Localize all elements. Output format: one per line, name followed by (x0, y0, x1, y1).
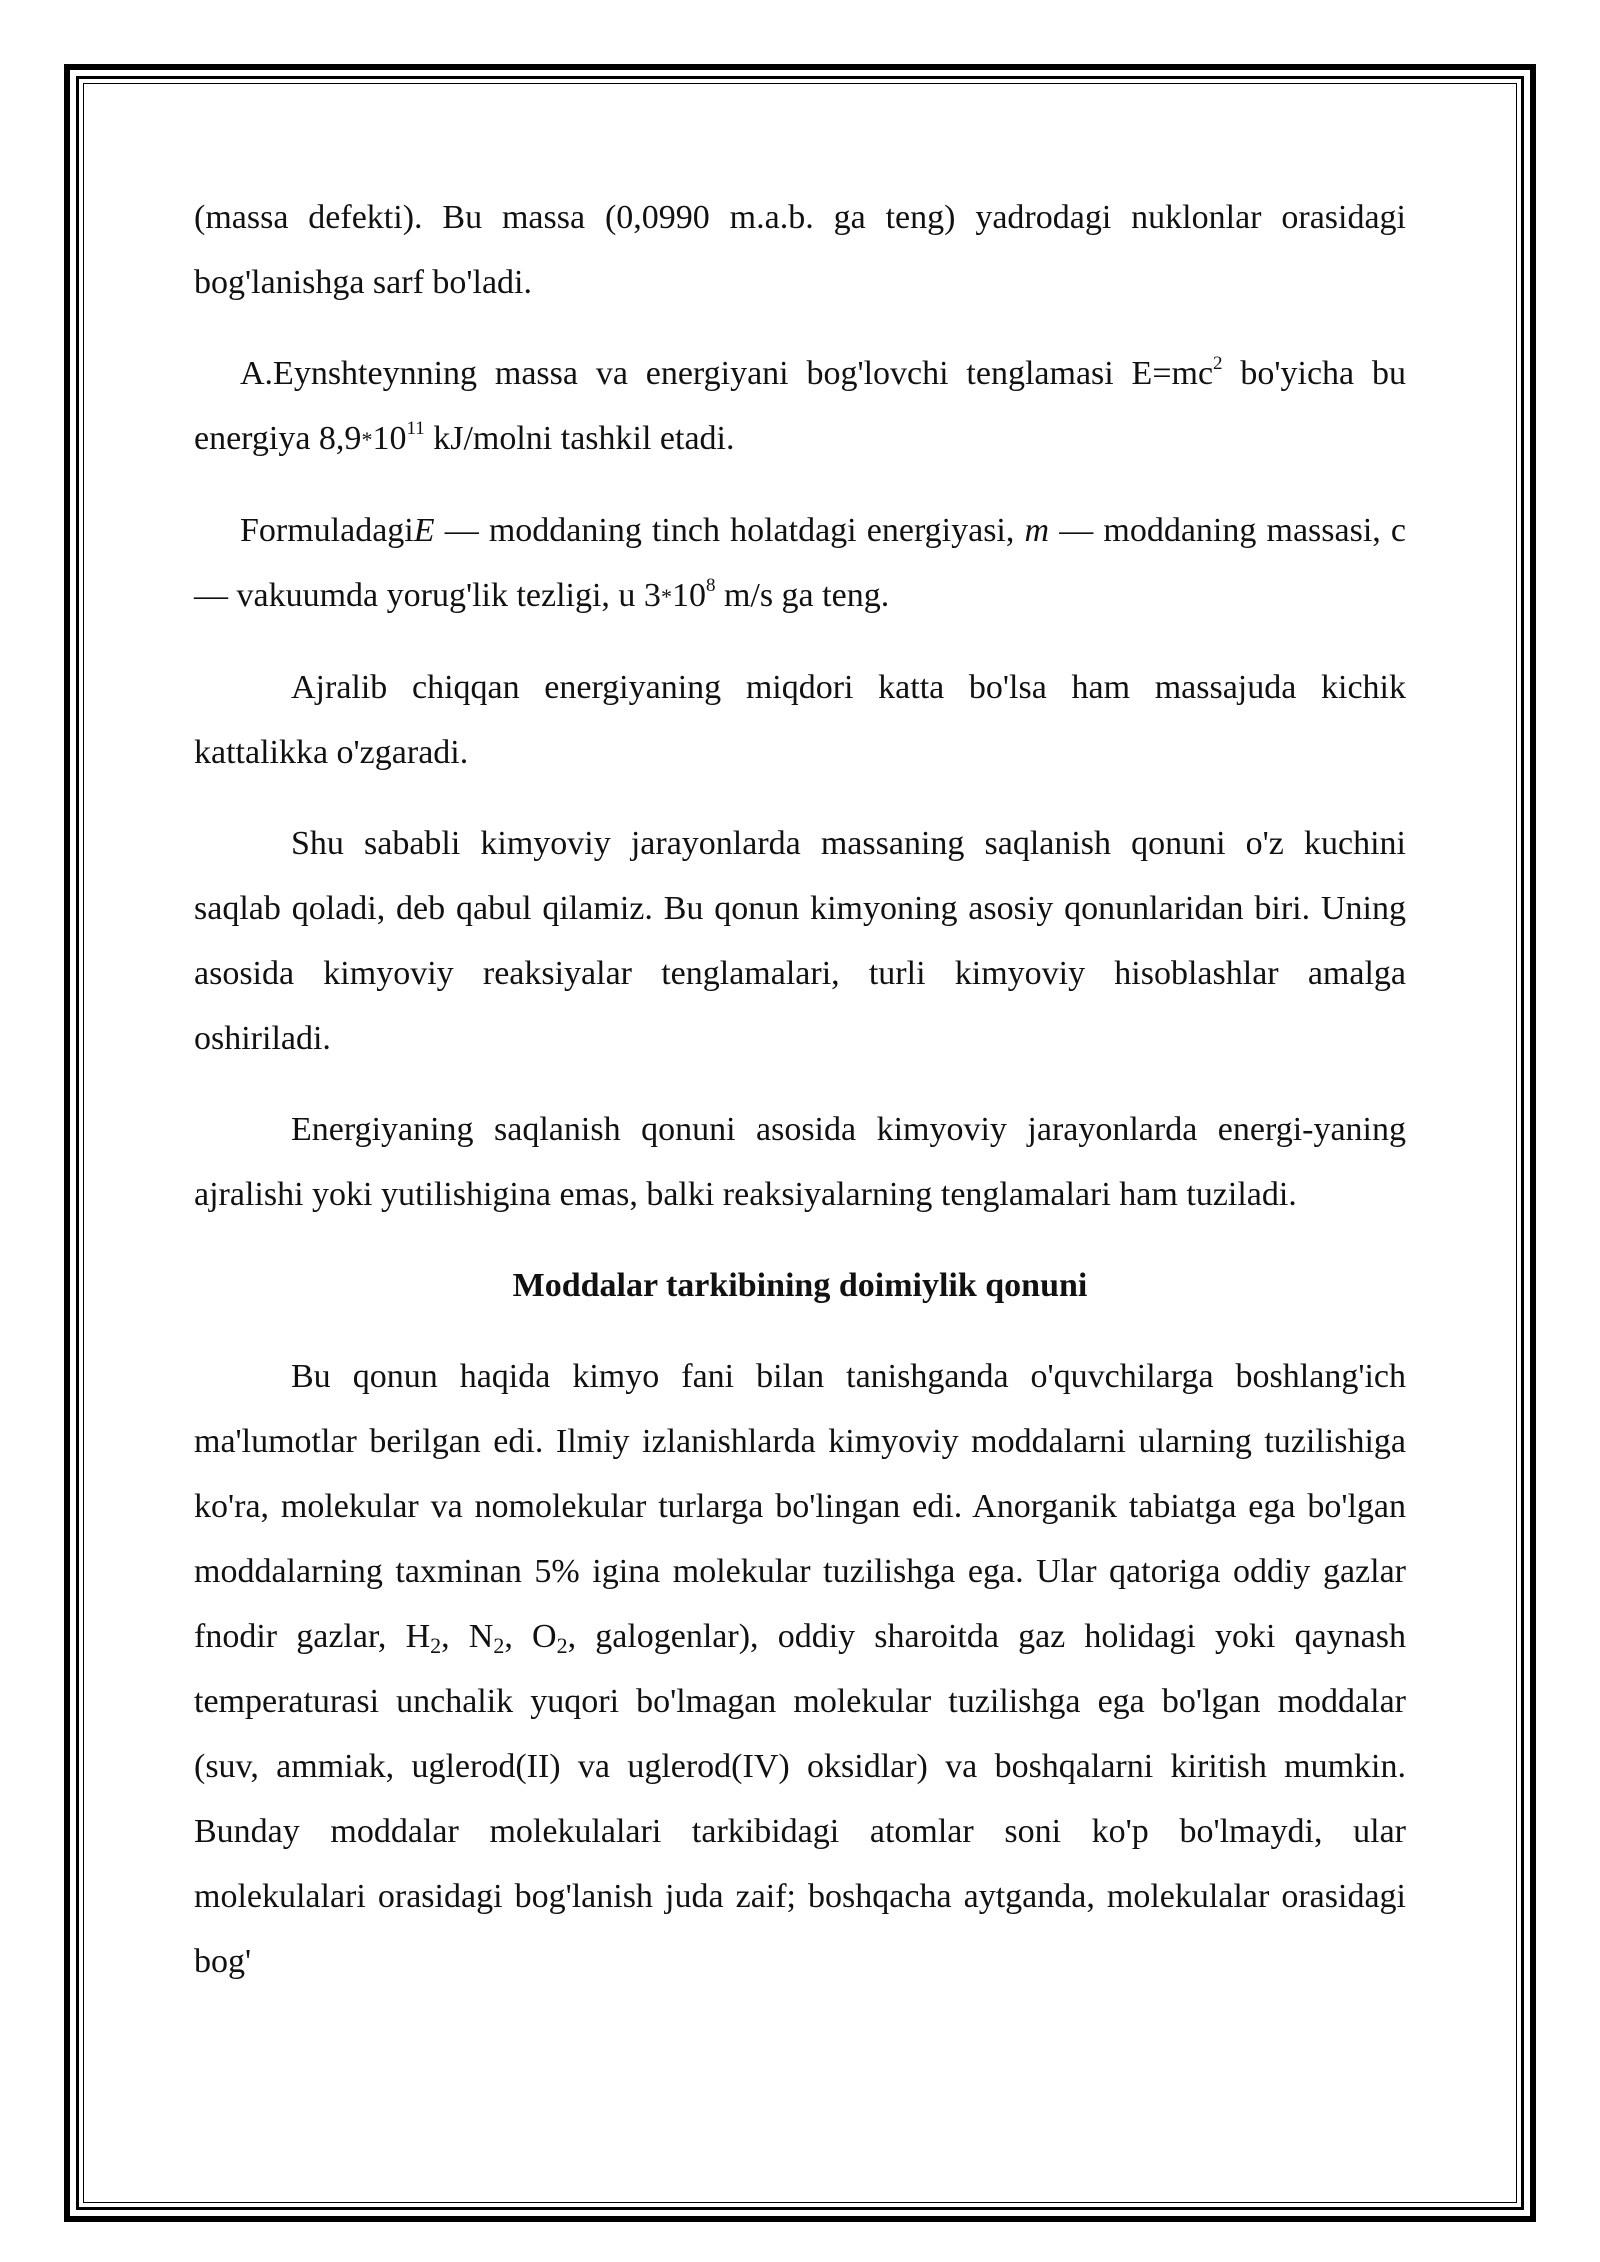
multiply-sign: * (361, 427, 373, 452)
subscript-2: 2 (556, 1633, 568, 1658)
paragraph-mass-defect (194, 185, 1406, 315)
superscript-11: 11 (406, 418, 425, 439)
paragraph-energy-mass (194, 655, 1406, 785)
superscript-8: 8 (705, 575, 716, 596)
subscript-2: 2 (430, 1633, 442, 1658)
multiply-sign: * (660, 584, 672, 609)
composition-text-a: Bu qonun haqida kimyo fani bilan tanishganda o'quvchilarga boshlang'ich ma'lumotlar berilgan edi. Ilmiy izlanishlarda kimyoviy moddalarni ularning tuzilishiga ko'ra, molekular va nomolekular turlarga bo'lingan edi. Anorganik tabiatga ega bo'lgan moddalarning taxminan 5% igina molekular tuzilishga ega. Ular qatoriga oddiy gazlar fnodir gazlar, H (194, 1358, 1406, 1655)
formula-text-d: 10 (671, 577, 706, 614)
composition-text-b: , N (441, 1618, 494, 1655)
formula-text-e: m/s ga teng. (715, 577, 890, 614)
einstein-text-d: kJ/molni tashkil etadi. (424, 420, 735, 457)
einstein-text-b: bo'yicha bu energiya 8,9 (194, 355, 1406, 457)
symbol-E: E (413, 512, 435, 549)
paragraph-text: (massa defekti). Bu massa (0,0990 m.a.b. ga teng) yadrodagi nuklonlar orasidagi bog'lanishga sarf bo'ladi. (194, 199, 1406, 301)
section-heading: Moddalar tarkibining doimiylik qonuni (512, 1267, 1088, 1304)
document-body (194, 185, 1406, 2020)
composition-text-d: , galogenlar), oddiy sharoitda gaz holidagi yoki qaynash temperaturasi unchalik yuqori bo'lmagan molekular tuzilishga ega bo'lgan moddalar (suv, ammiak, uglerod(II) va uglerod(IV) oksidlar) va boshqalarni kiritish mumkin. Bunday moddalar molekulalari tarkibidagi atomlar soni ko'p bo'lmaydi, ular molekulalari orasidagi bog'lanish juda zaif; boshqacha aytganda, molekulalar orasidagi bog' (194, 1618, 1407, 1980)
paragraph-text: Shu sababli kimyoviy jarayonlarda massaning saqlanish qonuni o'z kuchini saqlab qoladi, deb qabul qilamiz. Bu qonun kimyoning asosiy qonunlaridan biri. Uning asosida kimyoviy reaksiyalar tenglamalari, turli kimyoviy hisoblashlar amalga oshiriladi. (194, 825, 1406, 1057)
paragraph-formula-explanation (194, 498, 1406, 629)
paragraph-energy-conservation (194, 1097, 1406, 1227)
formula-text-c: — moddaning massasi, c— vakuumda yorug'lik tezligi, u 3 (194, 512, 1407, 614)
paragraph-einstein-equation (194, 341, 1406, 472)
superscript-2: 2 (1213, 353, 1223, 374)
paragraph-text: Ajralib chiqqan energiyaning miqdori katta bo'lsa ham massajuda kichik kattalikka o'zgaradi. (194, 669, 1406, 771)
composition-text-c: , O (504, 1618, 557, 1655)
symbol-m: m (1024, 512, 1050, 549)
formula-text-a: Formuladagi (240, 512, 414, 549)
paragraph-conservation-law (194, 811, 1406, 1071)
einstein-text-a: A.Eynshteynning massa va energiyani bog'lovchi tenglamasi E=mc (240, 355, 1214, 392)
paragraph-composition-law (194, 1344, 1406, 1994)
einstein-text-c: 10 (372, 420, 407, 457)
subscript-2: 2 (493, 1633, 505, 1658)
formula-text-b: — moddaning tinch holatdagi energiyasi, (434, 512, 1025, 549)
paragraph-text: Energiyaning saqlanish qonuni asosida kimyoviy jarayonlarda energi-yaning ajralishi yoki yutilishigina emas, balki reaksiyalarning tenglamalari ham tuziladi. (194, 1111, 1406, 1213)
